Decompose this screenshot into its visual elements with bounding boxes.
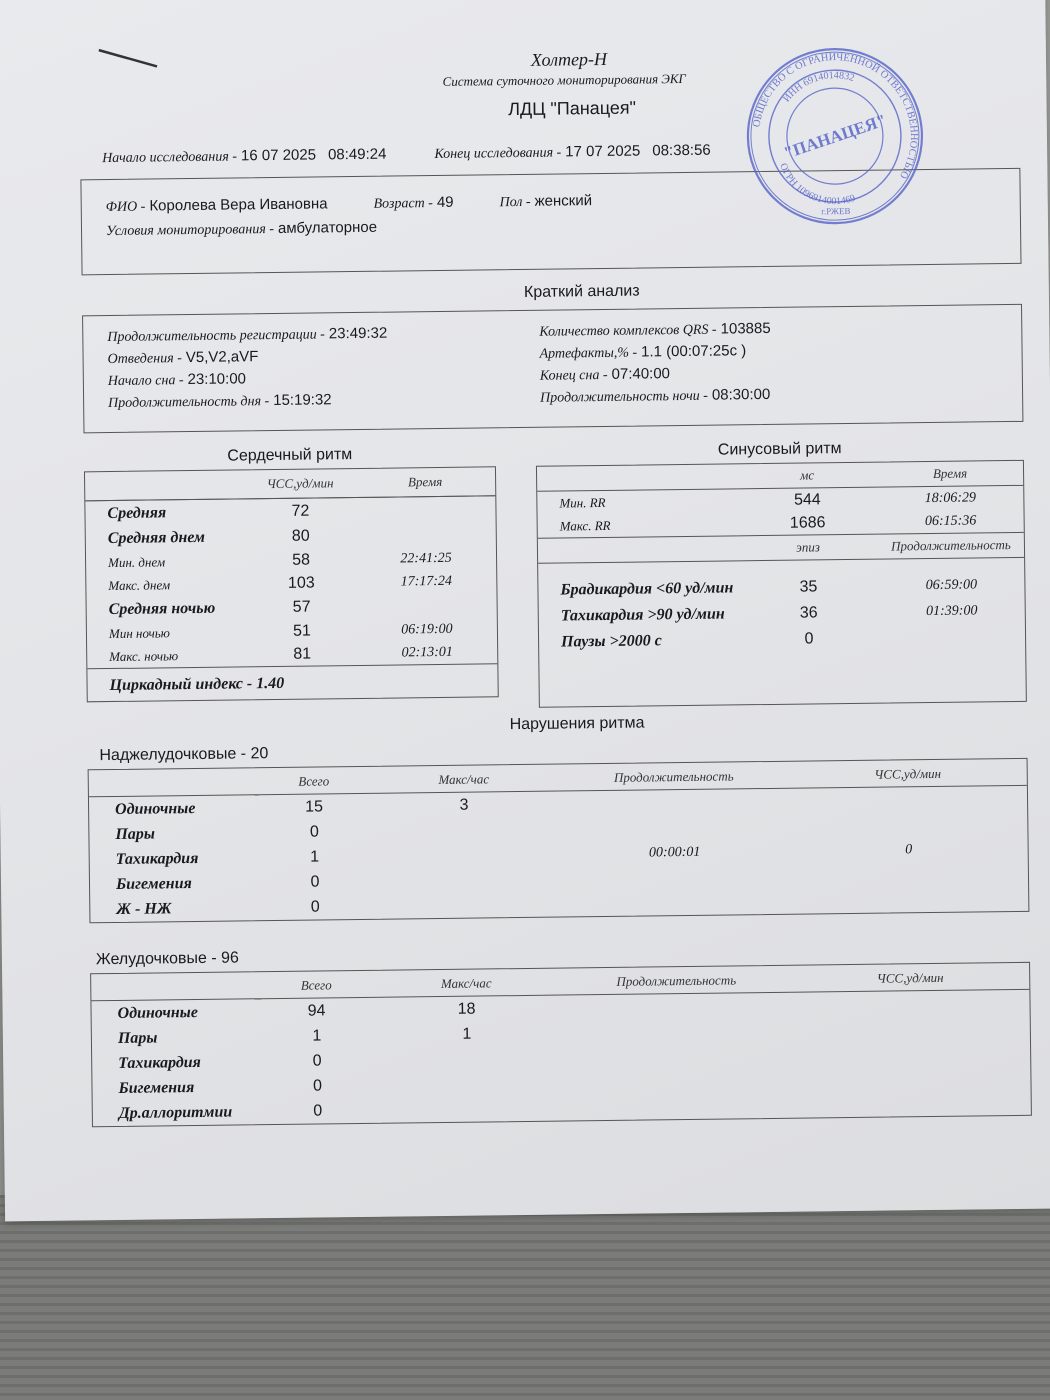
supra-column-header: ЧСС,уд/мин	[874, 765, 942, 782]
ventr-max-per-hour: 18	[457, 1000, 476, 1018]
summary-item-value: 23:10:00	[187, 370, 247, 389]
heart-rhythm-hr: 103	[287, 574, 315, 592]
supra-total: 0	[310, 897, 320, 916]
ventr-total: 0	[313, 1101, 323, 1120]
supra-max-per-hour	[370, 842, 560, 869]
ventr-duration	[562, 1018, 792, 1046]
episode-count: 35	[799, 578, 818, 596]
summary-item	[108, 367, 540, 390]
summary-item	[540, 364, 772, 385]
heart-rhythm-hr: 72	[291, 502, 310, 520]
summary-left-column	[107, 323, 540, 432]
supra-max-per-hour	[370, 867, 560, 894]
ventr-duration	[562, 1043, 792, 1071]
ventr-duration	[561, 992, 791, 1020]
sinus-rhythm-title: Синусовый ритм	[717, 440, 842, 459]
summary-right-column	[539, 320, 772, 427]
episode-duration: 01:39:00	[925, 603, 978, 620]
episode-label: Брадикардия <60 уд/мин	[560, 579, 734, 599]
ventr-column-header: Продолжительность	[616, 972, 737, 989]
supra-hr	[789, 811, 1027, 839]
supra-column-header: Макс/час	[438, 771, 490, 788]
summary-item-label: Артефакты,% -	[539, 345, 638, 362]
episode-label: Паузы >2000 с	[560, 632, 662, 651]
time-column-header: Время	[407, 473, 443, 490]
ventr-column-header: Макс/час	[440, 975, 492, 992]
supra-duration	[559, 814, 789, 842]
rr-label: Макс. RR	[559, 517, 611, 534]
duration-column-header: Продолжительность	[891, 537, 1011, 554]
ventricular-title: Желудочковые - 96	[95, 949, 239, 969]
episodes-body	[538, 572, 1025, 656]
patient-sex: женский	[534, 192, 593, 210]
heart-rhythm-time	[355, 496, 495, 523]
summary-item-value: 103885	[720, 319, 771, 338]
summary-item-value: 23:49:32	[328, 324, 388, 343]
supraventricular-table	[88, 758, 1030, 923]
summary-item-label: Отведения -	[107, 351, 182, 368]
summary-item	[107, 323, 539, 346]
clinic-name: ЛДЦ "Панацея"	[508, 97, 637, 120]
heart-rhythm-time: 22:41:25	[400, 550, 452, 566]
heart-rhythm-label: Мин ночью	[108, 625, 170, 642]
summary-item	[107, 345, 539, 368]
name-label: ФИО -	[105, 199, 146, 216]
study-end-label: Конец исследования -	[434, 145, 562, 163]
summary-item-label: Конец сна -	[539, 367, 608, 384]
supra-hr	[790, 886, 1028, 914]
supra-row-label: Бигемения	[115, 875, 192, 893]
heart-rhythm-hr: 57	[292, 598, 311, 616]
rr-ms: 544	[793, 490, 821, 509]
ventr-hr	[793, 1090, 1031, 1118]
ventr-column-header: ЧСС,уд/мин	[876, 969, 944, 986]
heart-rhythm-body	[85, 496, 497, 668]
episode-duration	[879, 624, 1025, 652]
supra-total: 0	[310, 872, 320, 891]
summary-item-label: Продолжительность дня -	[108, 394, 270, 412]
heart-rhythm-label: Мин. днем	[107, 554, 166, 571]
study-start-label: Начало исследования -	[102, 149, 238, 167]
ventr-row-label: Др.аллоритмии	[118, 1103, 233, 1122]
supra-duration	[559, 788, 789, 816]
heart-rhythm-hr: 51	[292, 622, 311, 640]
supraventricular-title: Наджелудочковые - 20	[99, 745, 269, 765]
supra-max-per-hour	[370, 892, 560, 919]
episode-count: 0	[804, 630, 814, 648]
sinus-time-header: Время	[932, 465, 968, 481]
heart-rhythm-label: Средняя днем	[107, 528, 206, 548]
episode-count: 36	[799, 604, 818, 622]
summary-item-label: Начало сна -	[107, 373, 184, 390]
conditions-value: амбулаторное	[277, 218, 378, 237]
supra-row-label: Пары	[115, 825, 156, 843]
supra-hr	[790, 861, 1028, 889]
supra-hr: 0	[905, 841, 913, 857]
report-content	[79, 44, 1032, 1127]
study-end-time: 08:38:56	[652, 141, 711, 160]
supra-total: 15	[305, 797, 324, 816]
ventr-hr	[791, 989, 1029, 1017]
supra-duration	[560, 889, 790, 917]
supra-duration: 00:00:01	[648, 844, 701, 860]
episode-label: Тахикардия >90 уд/мин	[560, 605, 725, 625]
ventr-row-label: Пары	[117, 1029, 158, 1047]
rhythm-section	[84, 438, 1027, 713]
ventr-total: 94	[307, 1001, 326, 1020]
summary-item-label: Продолжительность регистрации -	[107, 327, 325, 346]
sex-label: Пол -	[499, 194, 531, 211]
study-start-date: 16 07 2025	[240, 146, 317, 165]
heart-rhythm-time: 02:13:01	[401, 644, 453, 660]
rr-time: 18:06:29	[924, 489, 977, 506]
ventr-duration	[563, 1093, 793, 1121]
circadian-index: Циркадный индекс - 1.40	[87, 663, 497, 701]
summary-title: Краткий анализ	[523, 282, 640, 301]
svg-text:г.РЖЕВ: г.РЖЕВ	[821, 205, 851, 217]
supra-max-per-hour	[369, 817, 559, 844]
sinus-rhythm-panel	[536, 438, 1027, 708]
heart-rhythm-time	[356, 592, 496, 619]
supra-column-header: Продолжительность	[613, 768, 734, 785]
svg-text:ОБЩЕСТВО С ОГРАНИЧЕННОЙ ОТВЕТС: ОБЩЕСТВО С ОГРАНИЧЕННОЙ ОТВЕТСТВЕННОСТЬЮ	[751, 52, 919, 181]
rr-ms: 1686	[789, 513, 826, 532]
device-title: Холтер-Н	[530, 48, 608, 70]
sinus-rhythm-table	[536, 460, 1027, 708]
supra-row-label: Одиночные	[114, 799, 196, 818]
summary-item-value: 15:19:32	[273, 391, 332, 410]
episode-row	[539, 624, 1025, 656]
episode-duration: 06:59:00	[925, 577, 978, 594]
ventr-max-per-hour: 1	[462, 1025, 472, 1043]
heart-rhythm-label: Макс. днем	[108, 577, 171, 594]
heart-rhythm-hr: 81	[293, 645, 312, 663]
summary-item-label: Продолжительность ночи -	[540, 388, 709, 406]
heart-rhythm-panel	[84, 444, 499, 713]
supra-row-label: Ж - НЖ	[116, 900, 172, 918]
supra-row-label: Тахикардия	[115, 849, 199, 868]
ventr-total: 0	[312, 1076, 323, 1095]
summary-item	[108, 389, 540, 412]
supra-header-spacer	[89, 768, 259, 797]
ventr-row-label: Одиночные	[117, 1003, 199, 1022]
heart-rhythm-time: 06:19:00	[401, 621, 453, 637]
summary-item-value: 1.1 (00:07:25с )	[641, 342, 747, 361]
ventr-row-label: Тахикардия	[118, 1053, 201, 1072]
heart-rhythm-hr: 80	[291, 527, 310, 545]
conditions-label: Условия мониторирования -	[105, 221, 275, 240]
ventricular-table	[90, 962, 1032, 1127]
rr-body	[537, 485, 1024, 538]
summary-item	[539, 342, 771, 363]
heart-rhythm-time: 17:17:24	[400, 573, 453, 589]
ventr-header-spacer	[91, 972, 261, 1001]
ventr-total: 1	[312, 1026, 322, 1045]
summary-item-value: 07:40:00	[611, 365, 671, 383]
heart-rhythm-label: Средняя	[107, 504, 167, 523]
ventr-max-per-hour	[372, 1046, 562, 1073]
summary-item	[539, 320, 771, 341]
supra-total: 1	[310, 847, 320, 866]
arrhythmia-title: Нарушения ритма	[509, 714, 645, 734]
hr-column-header: ЧСС,уд/мин	[266, 475, 334, 492]
svg-text:ИНН 6914014832: ИНН 6914014832	[781, 70, 856, 105]
supra-column-header: Всего	[298, 773, 330, 789]
ventr-row-label: Бигемения	[118, 1079, 195, 1097]
summary-item-label: Количество комплексов QRS -	[539, 322, 717, 340]
svg-text:"ПАНАЦЕЯ": "ПАНАЦЕЯ"	[781, 110, 889, 163]
rr-time: 06:15:36	[924, 512, 977, 529]
rr-label: Мин. RR	[559, 494, 606, 511]
heart-rhythm-hr: 58	[292, 551, 311, 569]
summary-item-value: V5,V2,aVF	[185, 348, 259, 367]
ventr-hr	[792, 1065, 1030, 1093]
episodes-column-header: эпиз	[795, 539, 820, 555]
patient-name: Королева Вера Ивановна	[149, 195, 328, 215]
ventr-max-per-hour	[373, 1096, 563, 1123]
background-table-surface	[0, 1195, 1050, 1400]
supra-max-per-hour: 3	[459, 796, 469, 814]
staple-mark-icon	[97, 44, 167, 75]
study-start-time: 08:49:24	[327, 145, 387, 164]
svg-text:ОГРН 1096914001469: ОГРН 1096914001469	[777, 161, 857, 208]
heart-rhythm-label: Макс. ночью	[109, 648, 179, 665]
supra-total: 0	[309, 822, 319, 841]
heart-rhythm-title: Сердечный ритм	[227, 446, 353, 465]
study-end-date: 17 07 2025	[565, 142, 641, 161]
age-label: Возраст -	[373, 196, 433, 212]
summary-item	[540, 386, 772, 407]
clinic-seal-icon	[744, 45, 926, 227]
supra-hr	[789, 785, 1027, 813]
ms-column-header: мс	[799, 467, 815, 483]
ventr-hr	[792, 1040, 1030, 1068]
ventr-hr	[792, 1015, 1030, 1043]
system-subtitle: Система суточного мониторирования ЭКГ	[442, 70, 686, 89]
heart-rhythm-time	[356, 521, 496, 548]
ventr-max-per-hour	[372, 1071, 562, 1098]
heart-rhythm-label: Средняя ночью	[108, 599, 216, 619]
patient-age: 49	[436, 193, 454, 212]
summary-box	[82, 304, 1023, 433]
ventr-column-header: Всего	[300, 977, 332, 993]
ventr-total: 0	[312, 1051, 322, 1070]
heart-rhythm-table	[84, 466, 499, 702]
summary-item-value: 08:30:00	[711, 385, 771, 404]
supra-duration	[560, 864, 790, 892]
ventr-duration	[562, 1068, 792, 1096]
